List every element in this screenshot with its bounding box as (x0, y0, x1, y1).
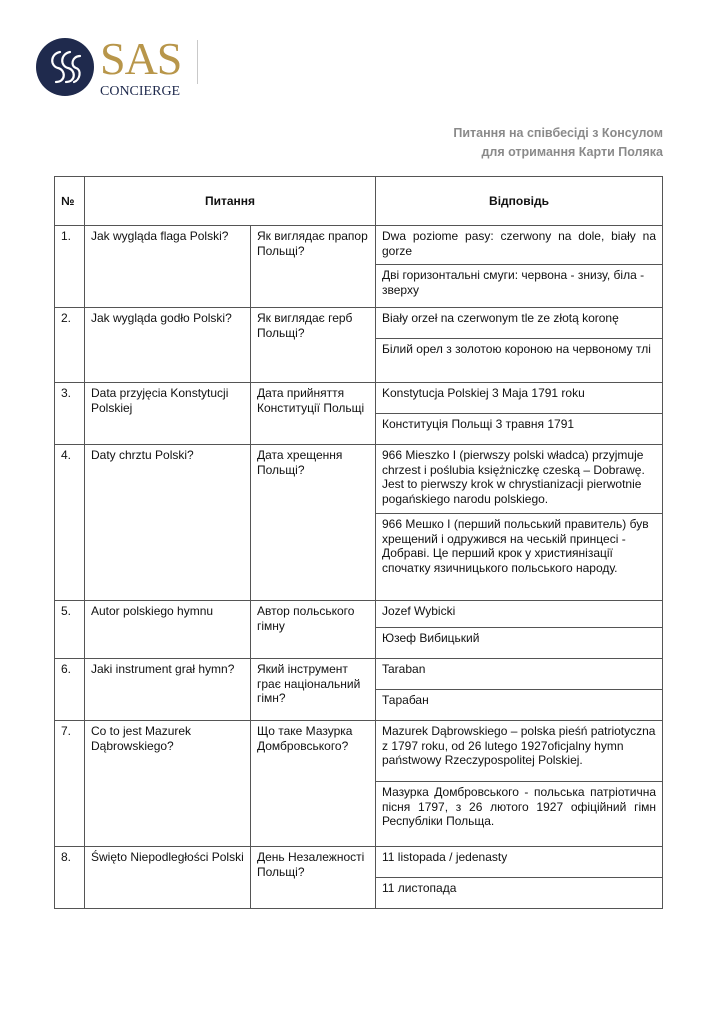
answer-ukrainian: Дві горизонтальні смуги: червона - знизу, біла - зверху (376, 265, 663, 308)
question-polish: Daty chrztu Polski? (85, 445, 251, 601)
document-title-line-2: для отримання Карти Поляка (481, 145, 663, 159)
table-row (55, 601, 663, 628)
answer-ukrainian: Тарабан (376, 690, 663, 721)
question-ukrainian: Дата хрещення Польщі? (251, 445, 376, 601)
logo-emblem-icon (36, 38, 94, 96)
question-ukrainian: Як виглядає герб Польщі? (251, 308, 376, 383)
answer-ukrainian: Юзеф Вибицький (376, 628, 663, 659)
question-ukrainian: Який інструмент грає національний гімн? (251, 659, 376, 721)
question-polish: Data przyjęcia Konstytucji Polskiej (85, 383, 251, 445)
question-ukrainian: Дата прийняття Конституції Польщі (251, 383, 376, 445)
question-polish: Jak wygląda flaga Polski? (85, 226, 251, 308)
table-row (55, 226, 663, 265)
sas-concierge-logo (36, 33, 216, 106)
answer-polish: Biały orzeł na czerwonym tle ze złotą koronę (376, 308, 663, 339)
question-polish: Jaki instrument grał hymn? (85, 659, 251, 721)
document-title-line-1: Питання на співбесіді з Консулом (453, 126, 663, 140)
answer-polish: 966 Mieszko I (pierwszy polski władca) przyjmuje chrzest i poślubia księżniczkę czeską – Dobrawę. Jest to pierwszy krok w chrystianizacji pierwotnie pogańskiego narodu polskiego. (376, 445, 663, 514)
question-polish: Autor polskiego hymnu (85, 601, 251, 659)
header-question: Питання (85, 177, 376, 226)
answer-polish: Taraban (376, 659, 663, 690)
answer-ukrainian: 966 Мешко I (перший польський правитель) був хрещений і одружився на чеській принцесі - Добраві. Це перший крок у християнізації спочатку язичницького польського народу. (376, 514, 663, 601)
row-number: 5. (55, 601, 85, 659)
table-row (55, 383, 663, 414)
answer-polish: Mazurek Dąbrowskiego – polska pieśń patriotyczna z 1797 roku, od 26 lutego 1927oficjalny hymn państwowy Rzeczypospolitej Polskiej. (376, 721, 663, 782)
question-ukrainian: Як виглядає прапор Польщі? (251, 226, 376, 308)
answer-ukrainian: Конституція Польщі 3 травня 1791 (376, 414, 663, 445)
row-number: 8. (55, 847, 85, 909)
table-row (55, 721, 663, 782)
question-ukrainian: День Незалежності Польщі? (251, 847, 376, 909)
logo-divider (197, 40, 198, 84)
table-row (55, 308, 663, 339)
answer-ukrainian: 11 листопада (376, 878, 663, 909)
question-ukrainian: Автор польського гімну (251, 601, 376, 659)
answer-polish: Jozef Wybicki (376, 601, 663, 628)
answer-polish: 11 listopada / jedenasty (376, 847, 663, 878)
row-number: 2. (55, 308, 85, 383)
answer-ukrainian: Мазурка Домбровського - польська патріотична пісня 1797, з 26 лютого 1927 офіційний гімн Республіки Польща. (376, 782, 663, 847)
table-row (55, 445, 663, 514)
answer-polish: Konstytucja Polskiej 3 Maja 1791 roku (376, 383, 663, 414)
questions-table (54, 176, 663, 909)
answer-ukrainian: Білий орел з золотою короною на червоному тлі (376, 339, 663, 383)
table-header-row (55, 177, 663, 226)
table-row (55, 659, 663, 690)
row-number: 3. (55, 383, 85, 445)
logo-subtitle-text: CONCIERGE (100, 84, 181, 99)
row-number: 6. (55, 659, 85, 721)
header-answer: Відповідь (376, 177, 663, 226)
header-num: № (55, 177, 85, 226)
row-number: 4. (55, 445, 85, 601)
row-number: 7. (55, 721, 85, 847)
question-polish: Święto Niepodległości Polski (85, 847, 251, 909)
answer-polish: Dwa poziome pasy: czerwony na dole, biały na gorze (376, 226, 663, 265)
document-title (453, 124, 663, 162)
row-number: 1. (55, 226, 85, 308)
question-polish: Jak wygląda godło Polski? (85, 308, 251, 383)
table-row (55, 847, 663, 878)
question-polish: Co to jest Mazurek Dąbrowskiego? (85, 721, 251, 847)
logo-brand-text: SAS (100, 33, 182, 84)
question-ukrainian: Що таке Мазурка Домбровського? (251, 721, 376, 847)
